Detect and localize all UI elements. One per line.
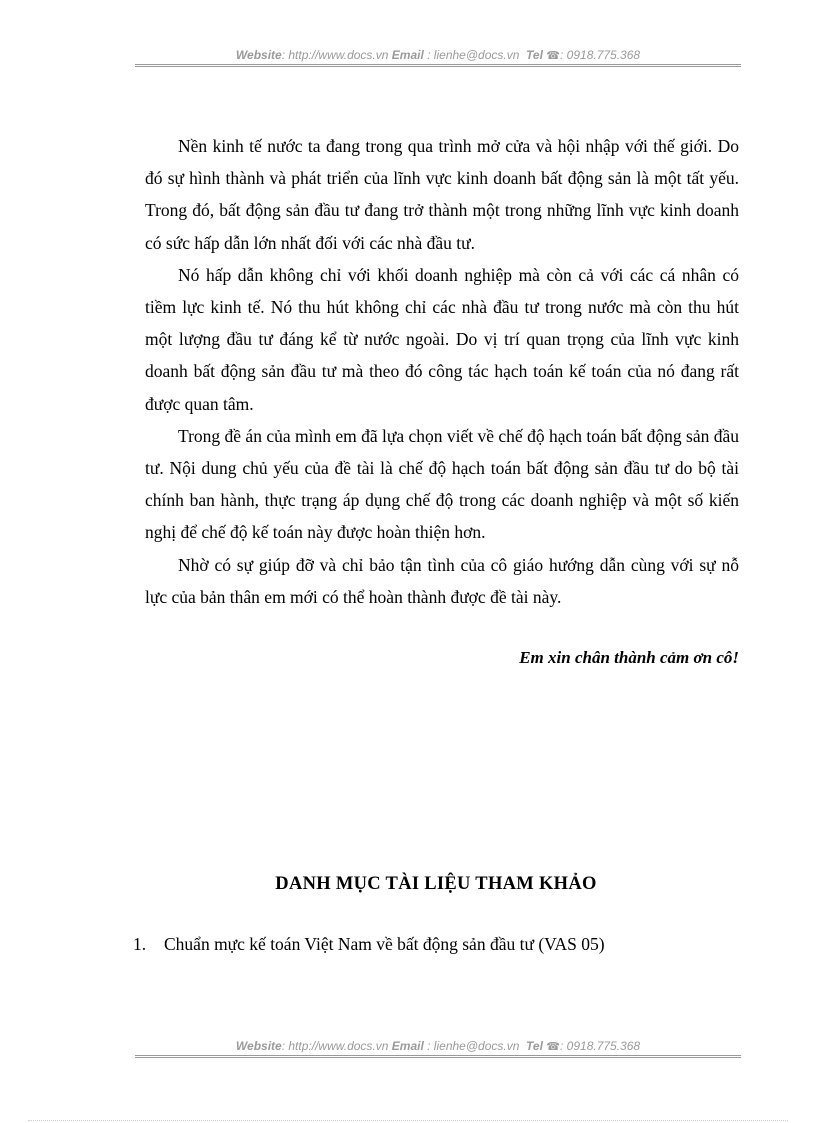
references-title: DANH MỤC TÀI LIỆU THAM KHẢO [275,874,597,894]
header-rule [135,64,741,67]
footer-rule [135,1055,741,1058]
page-footer [135,1039,741,1053]
header-website-label: Website [235,48,282,62]
footer-tel-value: : 0918.775.368 [560,1039,641,1053]
reference-number: 1. [133,934,147,954]
paragraph-4: Nhờ có sự giúp đỡ và chỉ bảo tận tình của cô giáo hướng dẫn cùng với sự nỗ lực của bản thân em mới có thể hoàn thành được đề tài này. [145,554,739,607]
paragraph-1: Nền kinh tế nước ta đang trong qua trình mở cửa và hội nhập với thế giới. Do đó sự hình thành và phát triển của lĩnh vực kinh doanh bất động sản là một tất yếu. Trong đó, bất động sản đầu tư đang trở thành một trong những lĩnh vực kinh doanh có sức hấp dẫn lớn nhất đối với các nhà đầu tư. [145,136,739,253]
body-text [145,130,739,613]
header-email-value: : lienhe@docs.vn [427,48,520,62]
header-tel-value: : 0918.775.368 [560,48,641,62]
paragraph-2: Nó hấp dẫn không chỉ với khối doanh nghiệp mà còn cả với các cá nhân có tiềm lực kinh tế. Nó thu hút không chỉ các nhà đầu tư trong nước mà còn thu hút một lượng đầu tư đáng kể từ nước ngoài. Do vị trí quan trọng của lĩnh vực kinh doanh bất động sản đầu tư mà theo đó công tác hạch toán kế toán của nó đang rất được quan tâm. [145,264,739,414]
header-website-value: : http://www.docs.vn [281,48,389,62]
page-header [135,48,741,62]
reference-text: Chuẩn mực kế toán Việt Nam về bất động sản đầu tư (VAS 05) [164,934,605,954]
header-email-label: Email [391,48,424,62]
page-edge-divider [28,1120,788,1121]
telephone-icon: ☎ [546,1041,560,1053]
footer-email-value: : lienhe@docs.vn [427,1039,520,1053]
header-tel-label: Tel [526,48,543,62]
paragraph-3: Trong đề án của mình em đã lựa chọn viết về chế độ hạch toán bất động sản đầu tư. Nội dung chủ yếu của đề tài là chế độ hạch toán bất động sản đầu tư do bộ tài chính ban hành, thực trạng áp dụng chế độ trong các doanh nghiệp và một số kiến nghị để chế độ kế toán này được hoàn thiện hơn. [145,425,739,543]
footer-email-label: Email [391,1039,424,1053]
footer-website-label: Website [235,1039,282,1053]
footer-website-value: : http://www.docs.vn [281,1039,389,1053]
thanks-line: Em xin chân thành cảm ơn cô! [519,648,739,667]
footer-tel-label: Tel [526,1039,543,1053]
reference-item [133,934,605,955]
references-list [133,934,605,955]
telephone-icon: ☎ [546,50,560,62]
